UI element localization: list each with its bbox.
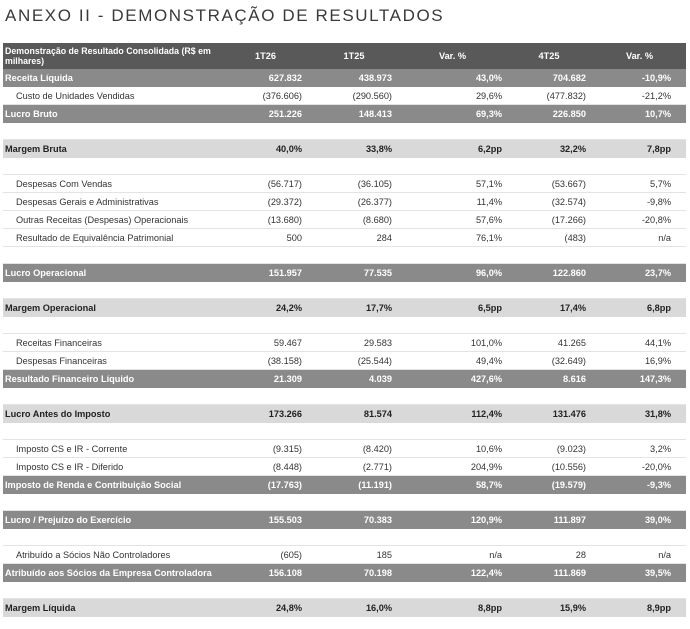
cell-value: (56.717) <box>267 178 302 189</box>
cell-value: (13.680) <box>267 214 302 225</box>
cell-value: 151.957 <box>268 268 302 278</box>
cell-value: 70.198 <box>363 568 392 578</box>
cell-value: 8,9pp <box>647 603 671 613</box>
cell-value: 438.973 <box>358 73 392 83</box>
cell-value: 11,4% <box>476 196 502 207</box>
table-body <box>3 69 686 617</box>
cell-value: (9.315) <box>272 443 302 454</box>
cell-value: 111.869 <box>553 568 586 578</box>
cell-value: 17,7% <box>365 303 392 313</box>
spacer-row <box>3 247 686 264</box>
cell-value: 226.850 <box>552 109 586 119</box>
cell-value: 627.832 <box>268 73 302 83</box>
cell-value: 10,7% <box>644 109 671 119</box>
row-label: Custo de Unidades Vendidas <box>16 90 135 101</box>
cell-value: 131.476 <box>552 409 586 419</box>
table-row <box>3 299 686 317</box>
row-label: Margem Bruta <box>5 144 67 154</box>
cell-value: 122.860 <box>552 268 586 278</box>
spacer-row <box>3 529 686 546</box>
cell-value: 28 <box>575 549 586 560</box>
cell-value: 29.583 <box>363 337 392 348</box>
cell-value: 8,8pp <box>478 603 502 613</box>
table-row <box>3 211 686 229</box>
table-row <box>3 440 686 458</box>
cell-value: 251.226 <box>268 109 302 119</box>
cell-value: 6,8pp <box>647 303 671 313</box>
table-row <box>3 140 686 158</box>
cell-value: -10,9% <box>641 73 671 83</box>
row-label: Imposto de Renda e Contribuição Social <box>5 480 182 490</box>
row-label: Atribuído a Sócios Não Controladores <box>16 549 171 560</box>
cell-value: (25.544) <box>357 355 392 366</box>
cell-value: (38.158) <box>267 355 302 366</box>
cell-value: 29,6% <box>475 90 502 101</box>
header-col-1t26: 1T26 <box>255 51 276 61</box>
cell-value: 148.413 <box>358 109 392 119</box>
cell-value: (8.420) <box>362 443 392 454</box>
cell-value: 7,8pp <box>647 144 671 154</box>
cell-value: (26.377) <box>357 196 392 207</box>
cell-value: (605) <box>280 549 302 560</box>
cell-value: 57,1% <box>475 178 502 189</box>
cell-value: (29.372) <box>267 196 302 207</box>
row-label: Despesas Financeiras <box>16 355 107 366</box>
row-label: Imposto CS e IR - Diferido <box>16 461 124 472</box>
row-label: Despesas Gerais e Administrativas <box>16 196 159 207</box>
cell-value: 4.039 <box>369 374 392 384</box>
cell-value: 6,5pp <box>478 303 502 313</box>
cell-value: n/a <box>489 549 502 560</box>
cell-value: -20,0% <box>641 461 671 472</box>
cell-value: 24,2% <box>275 303 302 313</box>
spacer-row <box>3 494 686 511</box>
cell-value: 31,8% <box>644 409 671 419</box>
cell-value: 23,7% <box>644 268 671 278</box>
cell-value: 147,3% <box>639 374 671 384</box>
spacer-row <box>3 388 686 405</box>
cell-value: (2.771) <box>362 461 392 472</box>
table-row <box>3 405 686 423</box>
spacer-row <box>3 582 686 599</box>
row-label: Receitas Financeiras <box>16 337 102 348</box>
cell-value: 41.265 <box>557 337 586 348</box>
cell-value: 77.535 <box>363 268 392 278</box>
row-label: Imposto CS e IR - Corrente <box>16 443 128 454</box>
cell-value: n/a <box>658 549 671 560</box>
row-label: Margem Operacional <box>5 303 96 313</box>
table-row <box>3 564 686 582</box>
cell-value: 120,9% <box>470 515 502 525</box>
cell-value: 43,0% <box>475 73 502 83</box>
spacer-row <box>3 282 686 299</box>
cell-value: 15,9% <box>559 603 586 613</box>
cell-value: 81.574 <box>363 409 392 419</box>
cell-value: 70.383 <box>363 515 392 525</box>
header-col-var-qoq: Var. % <box>625 51 654 61</box>
table-row <box>3 458 686 476</box>
cell-value: 156.108 <box>268 568 302 578</box>
cell-value: (9.023) <box>556 443 586 454</box>
table-row <box>3 69 686 87</box>
cell-value: 24,8% <box>275 603 302 613</box>
cell-value: 185 <box>376 549 392 560</box>
table-row <box>3 546 686 564</box>
cell-value: (477.832) <box>546 90 586 101</box>
header-col-4t25: 4T25 <box>538 51 560 61</box>
cell-value: (376.606) <box>262 90 302 101</box>
table-row <box>3 334 686 352</box>
table-row <box>3 229 686 247</box>
table-row <box>3 476 686 494</box>
cell-value: n/a <box>658 232 671 243</box>
row-label: Lucro Operacional <box>5 268 87 278</box>
cell-value: (10.556) <box>551 461 586 472</box>
cell-value: 57,6% <box>475 214 502 225</box>
cell-value: 39,0% <box>644 515 671 525</box>
cell-value: (17.763) <box>267 480 302 490</box>
cell-value: 76,1% <box>475 232 502 243</box>
table-row <box>3 511 686 529</box>
cell-value: 112,4% <box>471 409 502 419</box>
header-label: Demonstração de Resultado Consolidada (R$ em milhares) <box>5 46 211 66</box>
cell-value: (17.266) <box>551 214 586 225</box>
cell-value: 3,2% <box>650 443 671 454</box>
table-row <box>3 87 686 105</box>
cell-value: 204,9% <box>470 461 502 472</box>
cell-value: (8.680) <box>362 214 392 225</box>
spacer-row <box>3 317 686 334</box>
row-label: Lucro Antes do Imposto <box>5 409 111 419</box>
cell-value: -9,8% <box>646 196 671 207</box>
table-row <box>3 193 686 211</box>
cell-value: 58,7% <box>475 480 502 490</box>
cell-value: 39,5% <box>644 568 671 578</box>
spacer-row <box>3 123 686 140</box>
table-row <box>3 352 686 370</box>
cell-value: 96,0% <box>475 268 502 278</box>
cell-value: 284 <box>376 232 392 243</box>
row-label: Receita Líquida <box>5 73 73 83</box>
table-row <box>3 105 686 123</box>
cell-value: 40,0% <box>275 144 302 154</box>
row-label: Outras Receitas (Despesas) Operacionais <box>16 214 189 225</box>
cell-value: (19.579) <box>551 480 586 490</box>
header-col-var-yoy: Var. % <box>438 51 467 61</box>
cell-value: (53.667) <box>551 178 586 189</box>
row-label: Atribuído aos Sócios da Empresa Controladora <box>5 568 212 578</box>
table-row <box>3 264 686 282</box>
cell-value: 122,4% <box>470 568 502 578</box>
row-label: Lucro Bruto <box>5 109 58 119</box>
cell-value: 16,9% <box>644 355 671 366</box>
cell-value: 101,0% <box>470 337 502 348</box>
row-label: Resultado Financeiro Líquido <box>5 374 135 384</box>
table-header <box>3 43 686 69</box>
cell-value: -20,8% <box>641 214 671 225</box>
cell-value: (11.191) <box>358 480 392 490</box>
spacer-row <box>3 423 686 440</box>
cell-value: 33,8% <box>365 144 392 154</box>
cell-value: (36.105) <box>357 178 392 189</box>
cell-value: 17,4% <box>559 303 586 313</box>
cell-value: 155.503 <box>268 515 302 525</box>
cell-value: -21,2% <box>641 90 671 101</box>
cell-value: 704.682 <box>552 73 586 83</box>
cell-value: 111.897 <box>553 515 586 525</box>
cell-value: (32.574) <box>551 196 586 207</box>
income-statement-table <box>3 43 686 617</box>
cell-value: 6,2pp <box>478 144 502 154</box>
cell-value: (32.649) <box>551 355 586 366</box>
cell-value: 16,0% <box>365 603 392 613</box>
cell-value: 500 <box>286 232 302 243</box>
cell-value: 59.467 <box>273 337 302 348</box>
cell-value: (8.448) <box>272 461 302 472</box>
cell-value: (290.560) <box>352 90 392 101</box>
row-label: Resultado de Equivalência Patrimonial <box>16 232 174 243</box>
cell-value: 173.266 <box>268 409 302 419</box>
cell-value: 69,3% <box>475 109 502 119</box>
cell-value: 10,6% <box>475 443 502 454</box>
page-title: ANEXO II - DEMONSTRAÇÃO DE RESULTADOS <box>5 6 445 25</box>
cell-value: 32,2% <box>559 144 586 154</box>
header-col-1t25: 1T25 <box>343 51 365 61</box>
cell-value: 5,7% <box>650 178 671 189</box>
cell-value: -9,3% <box>646 480 671 490</box>
cell-value: 427,6% <box>470 374 502 384</box>
table-row <box>3 370 686 388</box>
row-label: Lucro / Prejuízo do Exercício <box>5 515 132 525</box>
table-row <box>3 599 686 617</box>
cell-value: 49,4% <box>475 355 502 366</box>
spacer-row <box>3 158 686 175</box>
cell-value: 44,1% <box>644 337 671 348</box>
cell-value: (483) <box>564 232 586 243</box>
cell-value: 21.309 <box>273 374 302 384</box>
row-label: Despesas Com Vendas <box>16 178 113 189</box>
row-label: Margem Líquida <box>5 603 76 613</box>
cell-value: 8.616 <box>563 374 586 384</box>
table-row <box>3 175 686 193</box>
